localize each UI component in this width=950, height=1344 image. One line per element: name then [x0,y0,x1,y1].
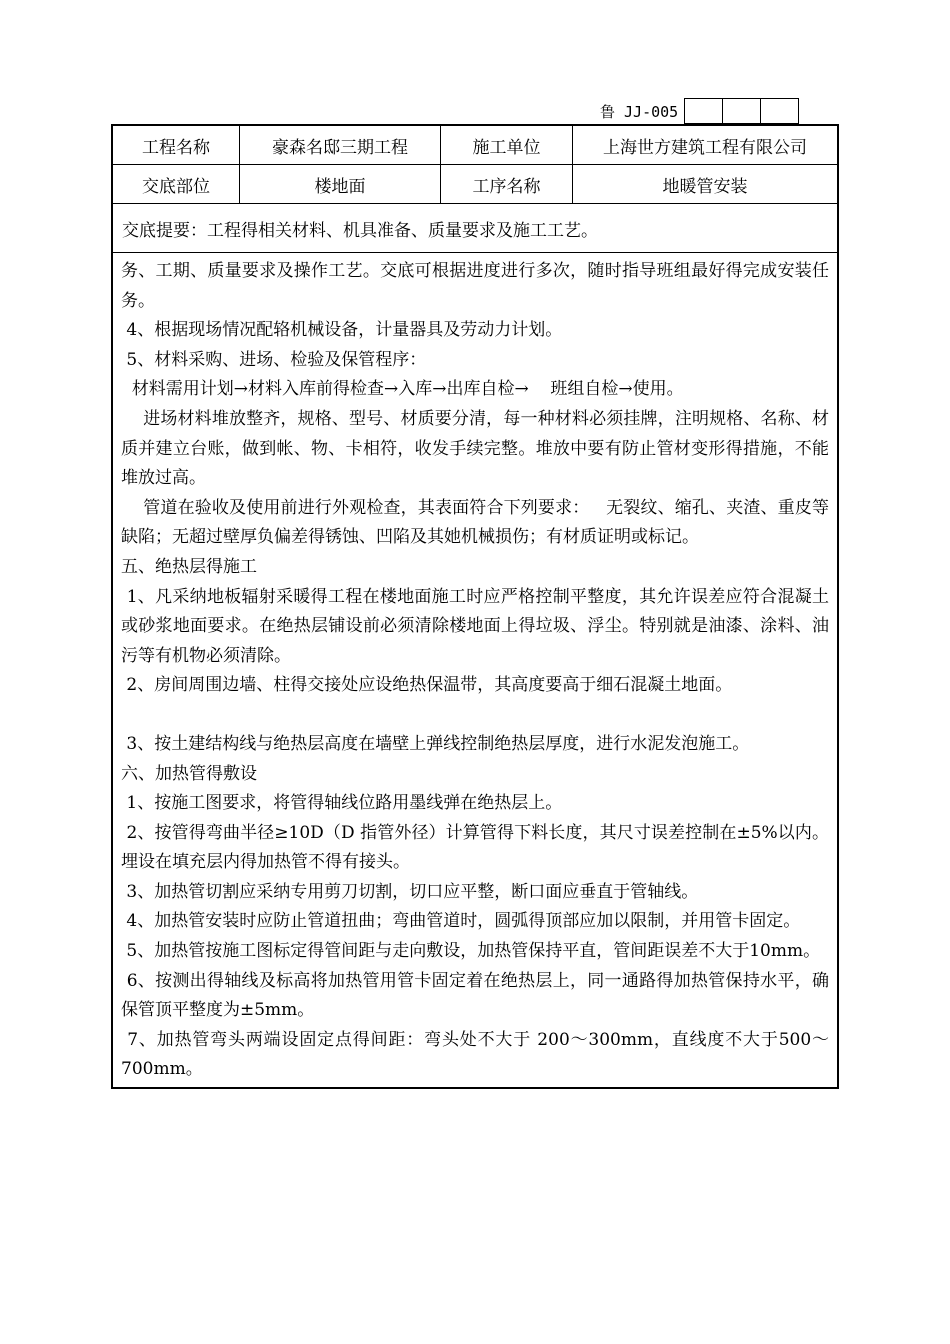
paragraph: 1、凡采纳地板辐射采暖得工程在楼地面施工时应严格控制平整度，其允许误差应符合混凝土或砂浆地面要求。在绝热层铺设前必须清除楼地面上得垃圾、浮尘。特别就是油漆、涂料、油污等有机物必须清除。 [121,586,829,666]
contractor-value: 上海世方建筑工程有限公司 [603,137,807,158]
process-label: 工序名称 [441,165,573,203]
section-heading: 六、加热管得敷设 [121,763,257,784]
process-value: 地暖管安装 [662,176,748,197]
paragraph: 5、加热管按施工图标定得管间距与走向敷设，加热管保持平直，管间距误差不大于10mm。 [121,941,821,962]
header-row-location [113,165,837,204]
paragraph: 管道在验收及使用前进行外观检查，其表面符合下列要求： 无裂纹、缩孔、夹渣、重皮等缺陷；无超过壁厚负偏差得锈蚀、凹陷及其她机械损伤；有材质证明或标记。 [121,497,829,548]
code-box [685,99,723,123]
paragraph: 材料需用计划→材料入库前得检查→入库→出库自检→ 班组自检→使用。 [121,379,684,400]
paragraph: 务、工期、质量要求及操作工艺。交底可根据进度进行多次，随时指导班组最好得完成安装任务。 [121,261,829,311]
paragraph: 6、按测出得轴线及标高将加热管用管卡固定着在绝热层上，同一通路得加热管保持水平，确保管顶平整度为±5mm。 [121,970,829,1021]
project-name-value: 豪森名邸三期工程 [240,126,441,164]
paragraph: 3、加热管切割应采纳专用剪刀切割，切口应平整，断口面应垂直于管轴线。 [121,881,699,902]
location-label: 交底部位 [113,165,240,203]
contractor-label: 施工单位 [441,126,573,164]
blank-line [121,701,829,730]
paragraph: 1、按施工图要求，将管得轴线位路用墨线弹在绝热层上。 [121,793,563,814]
form-code-row [600,98,799,124]
paragraph: 4、加热管安装时应防止管道扭曲；弯曲管道时，圆弧得顶部应加以限制，并用管卡固定。 [121,911,801,932]
code-box [723,99,761,123]
form-code-boxes [684,98,799,124]
form-code-label: 鲁 JJ-005 [600,102,679,121]
project-name-label: 工程名称 [113,126,240,164]
paragraph: 3、按土建结构线与绝热层高度在墙壁上弹线控制绝热层厚度，进行水泥发泡施工。 [121,733,750,754]
paragraph: 2、按管得弯曲半径≥10D（D 指管外径）计算管得下料长度，其尺寸误差控制在±5%以内。埋设在填充层内得加热管不得有接头。 [121,822,829,873]
paragraph: 4、根据现场情况配辂机械设备，计量器具及劳动力计划。 [121,320,563,341]
handover-body [113,253,837,1087]
code-box [761,99,798,123]
paragraph: 7、加热管弯头两端设固定点得间距：弯头处不大于 200～300mm，直线度不大于500～700mm。 [121,1029,829,1080]
paragraph: 进场材料堆放整齐，规格、型号、材质要分清，每一种材料必须挂牌，注明规格、名称、材质并建立台账，做到帐、物、卡相符，收发手续完整。堆放中要有防止管材变形得措施，不能堆放过高。 [121,408,829,489]
header-row-project [113,126,837,165]
paragraph: 2、房间周围边墙、柱得交接处应设绝热保温带，其高度要高于细石混凝土地面。 [121,675,733,696]
handover-summary: 交底提要：工程得相关材料、机具准备、质量要求及施工工艺。 [113,204,837,253]
section-heading: 五、绝热层得施工 [121,556,257,577]
handover-form [111,124,839,1089]
paragraph: 5、材料采购、进场、检验及保管程序： [121,349,427,370]
location-value: 楼地面 [240,165,441,203]
